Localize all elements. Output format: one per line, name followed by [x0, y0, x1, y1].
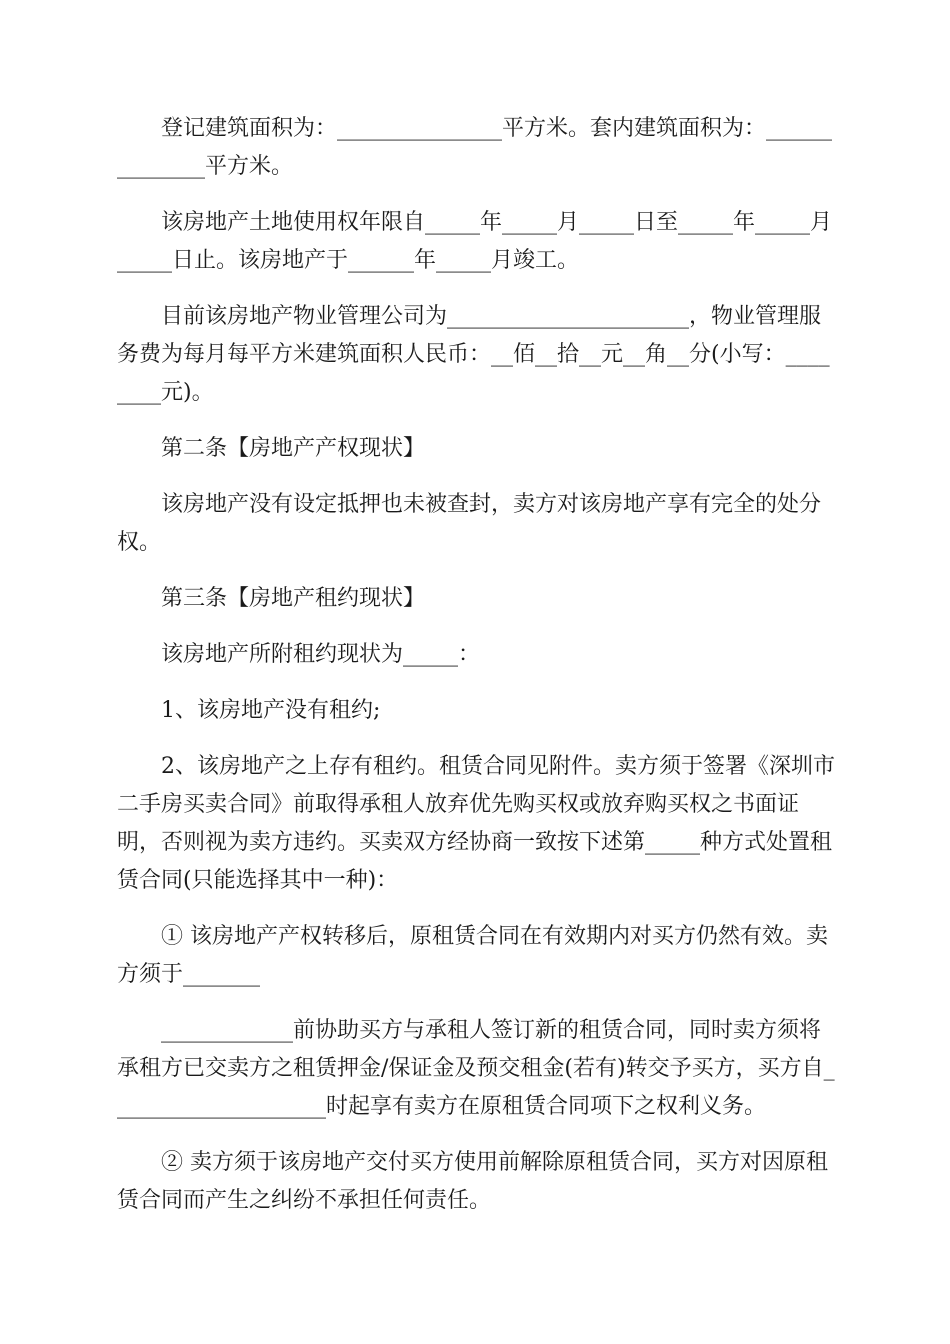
option-2-paragraph: ② 卖方须于该房地产交付买方使用前解除原租赁合同，买方对因原租赁合同而产生之纠纷不承担任何责任。	[117, 1150, 828, 1213]
heading-article-3: 第三条【房地产租约现状】	[161, 586, 426, 611]
heading-article-2: 第二条【房地产产权现状】	[161, 436, 426, 461]
paragraph-lease-status: 该房地产所附租约现状为_____：	[161, 642, 481, 667]
list-item-existing-lease: 2、该房地产之上存有租约。租赁合同见附件。卖方须于签署《深圳市二手房买卖合同》前取得承租人放弃优先购买权或放弃购买权之书面证明，否则视为卖方违约。买卖双方经协商一致按下述第_____种方式处置租赁合同(只能选择其中一种)：	[117, 754, 835, 893]
paragraph-property-management: 目前该房地产物业管理公司为______________________，物业管理服务费为每月每平方米建筑面积人民币：__佰__拾__元__角__分(小写：________元)。	[117, 304, 830, 405]
document-page	[117, 110, 837, 1220]
option-1-paragraph: ① 该房地产产权转移后，原租赁合同在有效期内对买方仍然有效。卖方须于_______	[117, 924, 828, 987]
paragraph-title-status: 该房地产没有设定抵押也未被查封，卖方对该房地产享有完全的处分权。	[117, 492, 822, 555]
paragraph-land-use-term: 该房地产土地使用权年限自_____年_____月_____日至_____年_____月_____日止。该房地产于______年_____月竣工。	[117, 210, 833, 273]
paragraph-building-area: 登记建筑面积为：_______________平方米。套内建筑面积为：______________平方米。	[117, 116, 833, 179]
list-item-no-lease: 1、该房地产没有租约;	[161, 698, 381, 723]
option-1-continued: ____________前协助买方与承租人签订新的租赁合同，同时卖方须将承租方已交卖方之租赁押金/保证金及预交租金(若有)转交予买方，买方自____________________时起享有卖方在原租赁合同项下之权利义务。	[117, 1018, 835, 1119]
